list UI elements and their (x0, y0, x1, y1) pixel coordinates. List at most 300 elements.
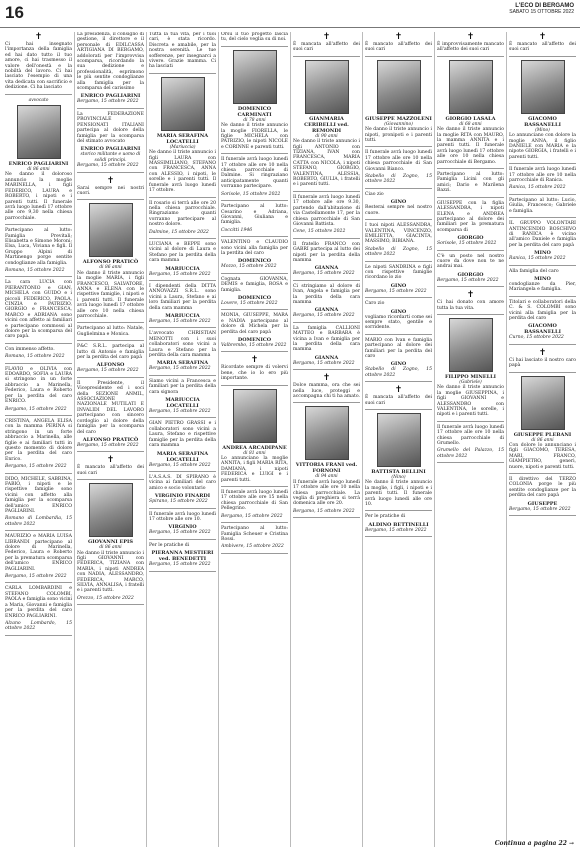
divider (77, 172, 144, 173)
divider (77, 340, 144, 341)
obituary-notice (293, 373, 360, 399)
obituary-notice (221, 32, 288, 43)
portrait-photo (89, 483, 133, 537)
divider (77, 377, 144, 378)
deceased-name: DOMENICO (237, 294, 272, 301)
obituary-notice (221, 490, 288, 519)
notice-date: Bergamo, 15 ottobre 2022 (77, 442, 139, 448)
deceased-name: ANDREA ARCADIPANE (222, 444, 287, 451)
name-subtitle: (Nino) (391, 475, 406, 481)
notice-text: Ne danno il triste annuncio la moglie FIORELLA, le figlie MICHELA con PATRIZIO, le nipoti NICOLE e CORINNE e parenti tutti. (221, 123, 288, 150)
notice-text: Il funerale avrà luogo lunedì 17 ottobre alle ore 10 nella parrocchiale di Ranica. (509, 167, 576, 184)
notice-text: Il funerale avrà luogo lunedì 17 ottobre alle ore 10. (149, 511, 216, 522)
divider (437, 462, 504, 463)
notice-date: Grumello del Palazzo, 15 ottobre 2022 (437, 448, 504, 459)
portrait-photo (17, 105, 61, 159)
divider (509, 56, 576, 57)
notice-text: IL GRUPPO VOLONTARI ANTINCENDIO BOSCHIVO di RANICA è vicino all'amico Daniele e famiglia per la perdita del caro papà (509, 221, 576, 248)
deceased-name: MARIUCCIA (165, 313, 200, 319)
notice-date: Bergamo, 15 ottobre 2022 (293, 313, 355, 319)
cross-icon: ✝ (322, 32, 331, 42)
notice-text: Partecipano al lutto: Famiglia Licini con gli amici; Dario e Marilena Bazzi. (437, 172, 504, 194)
obituary-notice (149, 421, 216, 467)
notice-date: Orezzo, 15 ottobre 2022 (77, 595, 134, 601)
deceased-name: GINO (390, 308, 407, 315)
divider (221, 385, 288, 386)
name-subtitle: (Giovannino) (384, 121, 413, 127)
notice-text: Titolari e collaboratori della C. & S. COLOMBI sono vicini alla famiglia per la perdita del caro (509, 299, 576, 321)
divider (365, 56, 432, 57)
notice-date: Mozzo, 15 ottobre 2022 (221, 264, 277, 270)
deceased-name: VIRGINIO FINARDI (154, 493, 211, 500)
divider (509, 296, 576, 297)
deceased-name: VIRGINIO (168, 524, 197, 531)
column-rule (290, 32, 291, 847)
obituary-notice (437, 254, 504, 284)
notice-text: L'A.S.A.S. DI SPIRANO è vicina ai familiari del caro amico e socio volontario (149, 474, 216, 491)
obituary-notice (437, 60, 504, 165)
divider (365, 188, 432, 189)
notice-date: Romano di Lombardia, 15 ottobre 2022 (5, 516, 72, 527)
divider (221, 351, 288, 352)
obituary-notice (5, 98, 72, 221)
divider (437, 250, 504, 251)
divider (149, 73, 216, 74)
divider (509, 194, 576, 195)
notice-text: Ne danno il triste annuncio la moglie RITA con MAURO, la mamma ANNITA e i parenti tutti. Il funerale avrà luogo lunedì 17 ottobre alle ore 10 nella chiesa parrocchiale di Bergamo. (437, 127, 504, 165)
cross-icon: ✝ (538, 32, 547, 42)
divider (77, 108, 144, 109)
notice-date: Bergamo, 15 ottobre 2022 (437, 277, 499, 283)
deceased-name: MINO (534, 275, 551, 282)
notice-text: Partecipano al lutto: Cesarino e Adriana, Giovanni, Giuliana e famiglia. (221, 204, 288, 226)
divider (77, 451, 144, 452)
notice-date: Sorisole, 15 ottobre 2022 (437, 241, 497, 247)
obituary-notice (77, 344, 144, 374)
divider (437, 197, 504, 198)
deceased-name: DOMENICO (237, 337, 272, 343)
notice-text: CRISTINA, ANGELA ELISA con la mamma PERINA si stringono in un forte abbraccio a Marinella, alle figlie e ai familiari tutti in questo momento di dolore per la perdita del caro Enrico. (5, 418, 72, 462)
obituary-notice (149, 512, 216, 536)
notice-text: Tutta la tua vita, per i tuoi cari, è stata ricordo. Discreta e amabile, per la nostra serenità. Le tue sofferenze, per insegnarci a vivere. Grazie mamma. Ci ha lasciati (149, 32, 216, 70)
notice-date: Sorisole, 15 ottobre 2022 (221, 191, 281, 197)
divider (293, 238, 360, 239)
obituary-notice (437, 201, 504, 247)
notice-text: È mancata all'affetto dei suoi cari (365, 395, 432, 406)
obituary-notice (149, 242, 216, 277)
notice-text: Orsù il tuo progetto lascia tu, del cielo veglia su di noi. (221, 32, 288, 43)
deceased-name: MARIA SERAFINA LOCATELLI (156, 132, 209, 145)
divider (221, 153, 288, 154)
notice-text: Il fratello FRANCO con GABRI partecipa al lutto dei nipoti per la perdita della mamma (293, 241, 360, 263)
divider (437, 168, 504, 169)
notice-date: Bergamo, 15 ottobre 2022 (221, 513, 283, 519)
notice-date: Bergamo, 15 ottobre 2022 (509, 506, 571, 512)
name-subtitle: di 81 anni (243, 450, 266, 456)
divider (437, 56, 504, 57)
deceased-name: DOMENICO CARMINATI (237, 105, 272, 118)
obituary-notice (221, 157, 288, 197)
obituary-notice (365, 223, 432, 257)
divider (293, 191, 360, 192)
portrait-photo (377, 60, 421, 114)
notice-text: Il Presidente, il Vicepresidente ed i soci della SEZIONE ANMIL, ASSOCIAZIONE NAZIONALE MUTILATI E INVALIDI DEL LAVORO partecipano con sincero cordoglio al dolore della famiglia per la scomparsa del caro (77, 380, 144, 435)
deceased-name: BATTISTA BELLINI (371, 469, 426, 476)
notice-text: Cognata GIOVANNA, DEMIS e famiglia, ROSA e famiglia. (221, 276, 288, 293)
divider (221, 46, 288, 47)
column-6 (365, 32, 432, 847)
divider (221, 309, 288, 310)
column-rule (74, 32, 75, 847)
notice-text: Ciao zio (365, 191, 384, 197)
divider (509, 163, 576, 164)
newspaper-name: L'ECO DI BERGAMO (515, 3, 574, 9)
notice-text: Lo annunciano con dolore la moglie ANNA, il figlio DANIELE con MARIA e la nipote GIORGIA, i fratelli e i parenti tutti. (509, 133, 576, 160)
deceased-name: GINO (390, 361, 407, 368)
deceased-name: ENRICO PAGLIARINI (80, 146, 141, 153)
name-subtitle: di 68 anni (459, 121, 482, 127)
obituary-notice (221, 389, 288, 483)
cross-icon: ✝ (394, 32, 403, 42)
divider (149, 539, 216, 540)
notice-text: P&C S.R.L. partecipa al lutto di Antonio e famiglia per la perdita del caro papà (77, 344, 144, 361)
obituary-notice (221, 313, 288, 348)
notice-date: Bergamo, 15 ottobre 2022 (77, 163, 139, 169)
divider (293, 369, 360, 370)
deceased-name: MINO (534, 250, 551, 257)
notice-text: Caro zio (365, 301, 385, 307)
divider (5, 582, 72, 583)
notice-text: La famiglia CALLIONI MATTEO e BARBARA è vicina a Ivan e famiglia per la perdita della cara mamma (293, 325, 360, 353)
notice-text: È mancato all'affetto dei suoi cari (509, 42, 576, 53)
notice-text: MAURIZIO e MARIA LUISA LIBRANDI partecipano al dolore di Marinella, Federico, Laura e Roberto per la prematura scomparsa dell'amico ENRICO PAGLIARINI. (5, 534, 72, 572)
divider (221, 522, 288, 523)
notice-text: Lo annunciano la moglie ANNITA, i figli MARIA RITA, DAMIANA, i nipoti FEDERICA e LUIGI e i parenti tutti. (221, 456, 288, 483)
divider (221, 273, 288, 274)
divider (149, 197, 216, 198)
obituary-notice (509, 269, 576, 293)
deceased-name: GIACOMO BASSANELLI (524, 115, 561, 128)
obituary-notice (221, 240, 288, 270)
notice-text: Il funerale avrà luogo lunedì 17 ottobre alle ore 9.30, partendo dall'abitazione di via Castellamonte 17, per la chiesa parrocchiale di San Giovanni Battista. (293, 194, 360, 227)
notice-date: Ranica, 15 ottobre 2022 (509, 185, 566, 191)
name-subtitle: (Mino) (535, 127, 550, 133)
cross-icon: ✝ (106, 455, 115, 466)
divider (221, 553, 288, 554)
deceased-name: DOMENICO (237, 258, 272, 265)
notice-date: Dalmine, 15 ottobre 2022 (149, 229, 209, 235)
notice-text: Resterai sempre nel nostro cuore. (365, 205, 432, 216)
obituary-notice (5, 534, 72, 579)
deceased-name: GIOVANNI EPIS (88, 539, 133, 546)
cross-icon: ✝ (34, 32, 43, 42)
obituary-notice (221, 50, 288, 150)
notice-text: Per le pratiche di (149, 542, 190, 548)
notice-text: DIDO, MICHELE, SABRINA, FABIO, i nipoti e le rispettive famiglie sono vicini con affetto alla famiglia per la scomparsa dell'amico ENRICO PAGLIARINI. (5, 476, 72, 514)
name-subtitle: di 94 anni (315, 474, 338, 480)
divider (293, 280, 360, 281)
notice-text: Ne danno il triste annuncio i figli GIOVANNI con FEDERICA, TIZIANA con MARIA, i nipoti ANDREA con NADIA, ALESSANDRO, FEDERICA, MARCO, SILVIA, ANNALISA, i fratelli e i parenti tutti. (77, 550, 144, 594)
obituary-notice (5, 477, 72, 528)
deceased-name: GIORGIO (457, 271, 484, 278)
page-header (0, 0, 580, 28)
obituary-notice (221, 355, 288, 381)
obituary-notice (5, 280, 72, 339)
divider (509, 217, 576, 218)
obituary-notice (221, 526, 288, 550)
name-subtitle: storico militante e uomo di solidi principi. (80, 152, 141, 163)
notice-text: I tuoi nipoti ALESSANDRA, VALENTINA, VINCENZO, EMILIETTA, GIACINTA, MASSIMO, BIBIANA. (365, 223, 432, 245)
notice-date: Bergamo, 15 ottobre 2022 (77, 368, 139, 374)
portrait-photo (449, 318, 493, 372)
cross-icon: ✝ (106, 175, 115, 186)
obituary-notice (293, 406, 360, 514)
divider (149, 327, 216, 328)
column-rule (362, 32, 363, 847)
divider (5, 343, 72, 344)
notice-date: Bergamo, 15 ottobre 2022 (365, 288, 427, 294)
divider (149, 471, 216, 472)
portrait-photo (449, 60, 493, 114)
divider (77, 604, 144, 605)
notice-date: Valbrembo, 15 ottobre 2022 (221, 343, 287, 348)
header-masthead (509, 3, 574, 15)
divider (509, 372, 576, 373)
obituary-notice (293, 195, 360, 235)
obituary-notice (509, 32, 576, 53)
notice-text: Con dolore lo annunciano i figli GIACOMO, TERESA, MARI, FRANCO, GIAMPIETRO, generi, nuore, nipoti e parenti tutti. (509, 443, 576, 470)
notice-text: Per le pratiche di (365, 514, 406, 520)
obituary-notice (509, 221, 576, 261)
divider (5, 276, 72, 277)
deceased-name: MARIA SERAFINA (156, 360, 209, 367)
obituary-notice (149, 379, 216, 415)
column-2 (77, 32, 144, 847)
notice-text: MARIO con Ivan e famiglia partecipano al dolore dei familiari per la perdita del caro (365, 337, 432, 359)
divider (5, 473, 72, 474)
column-rule (506, 32, 507, 847)
obituary-notice (5, 32, 72, 91)
obituary-notice (5, 586, 72, 631)
deceased-name: MARIUCCIA LOCATELLI (165, 397, 200, 410)
column-1 (5, 32, 72, 847)
deceased-name: GIUSEPPE PLEBANI (513, 431, 572, 438)
notice-text: CARLA LOMBARDINI e STEFANO COLOMBI, PAOLA e famiglia sono vicini a Maria, Giovanni e famiglia per la perdita del caro ENRICO PAGLIARINI. (5, 586, 72, 619)
divider (293, 517, 360, 518)
divider (365, 510, 432, 511)
portrait-photo (377, 413, 421, 467)
column-3 (149, 32, 216, 847)
notice-text: La presidenza, il consiglio di gestione, il direttore e il personale di EDILCASSA ARTIGIANA DI BERGAMO, addolorati per l'improvvisa scomparsa, ricordando la sua dedizione e professionalità, esprimono le più sentite condoglianze alla famiglia per la scomparsa del carissimo (77, 32, 144, 92)
deceased-name: GIORGIO (457, 235, 484, 242)
deceased-name: FILIPPO MINELLI (445, 373, 496, 380)
obituary-notice (149, 331, 216, 371)
name-subtitle: di 90 anni (315, 133, 338, 139)
notice-text: Partecipano al lutto: Lucio, Giulia, Francesco; Gabriele e famiglia. (509, 197, 576, 214)
divider (437, 314, 504, 315)
deceased-name: GIANNA (314, 265, 339, 272)
notice-text: Ne danno il triste annuncio la moglie GIUSEPPINA, i figli GIOVANNI e ALESSANDRO con VALENTINA, le sorelle, i nipoti e i parenti tutti. (437, 385, 504, 418)
obituary-notice (509, 167, 576, 191)
obituary-notice (293, 60, 360, 188)
notice-text: Il funerale avrà luogo lunedì 17 ottobre alle ore 10 nella chiesa parrocchiale di Grumello. (437, 424, 504, 447)
notice-date: Stabello di Zogno, 15 ottobre 2022 (365, 174, 432, 185)
continuation-note: Continua a pagina 22 → (494, 840, 574, 847)
divider (149, 508, 216, 509)
obituary-notice (437, 290, 504, 311)
obituary-notice (509, 477, 576, 512)
deceased-name: PIERANNA MESTIERI ved. BENEDETTI (151, 550, 214, 563)
notice-text: Il funerale avrà luogo lunedì 17 ottobre alle ore 10 nella chiesa parrocchiale di Dalmine. Si ringraziano anticipatamente quanti vorranno partecipare. (221, 157, 288, 190)
notice-date: Bergamo, 15 ottobre 2022 (149, 562, 211, 568)
obituary-notice (77, 176, 144, 197)
divider (365, 146, 432, 147)
notice-text: Il funerale avrà luogo lunedì 17 ottobre alle ore 10 nella chiesa parrocchiale. La veglia di preghiera si terrà domenica alle ore 20. (293, 479, 360, 507)
divider (221, 200, 288, 201)
deceased-name: GIUSEPPE MAZZOLENI (365, 115, 432, 122)
photo-caption: avvocato (28, 97, 49, 103)
column-rule (146, 32, 147, 847)
divider (5, 635, 72, 636)
obituary-notice (365, 192, 432, 216)
name-subtitle: di 78 anni (243, 117, 266, 123)
divider (365, 261, 432, 262)
notice-text: Ne danno il doloroso annuncio la moglie MARINELLA, i figli FEDERICO, LAURA e ROBERTO, i nipoti e i parenti tutti. Il funerale avrà luogo lunedì 17 ottobre alle ore 9,30 nella chiesa parrocchiale. (5, 172, 72, 221)
issue-date: SABATO 15 OTTOBRE 2022 (509, 9, 574, 15)
cross-icon: ✝ (466, 290, 475, 301)
notice-text: Con immenso affetto. (5, 346, 55, 352)
obituary-notice (77, 381, 144, 448)
notice-date: Bergamo, 15 ottobre 2022 (293, 271, 355, 277)
column-4 (221, 32, 288, 847)
notice-text: Il funerale avrà luogo lunedì 17 ottobre alle ore 10 nella chiesa parrocchiale di San Giovanni Bianco. (365, 150, 432, 172)
notice-text: È improvvisamente mancato all'affetto dei suoi cari (437, 42, 504, 53)
notice-text: Ci hai lasciato il nostro caro papà (509, 357, 576, 369)
obituary-notice (437, 32, 504, 53)
notice-date: Bergamo, 15 ottobre 2022 (149, 409, 211, 415)
notice-text: Alla famiglia del caro (509, 268, 559, 274)
obituary-notice (5, 419, 72, 470)
name-subtitle: di 86 anni (531, 437, 554, 443)
divider (149, 417, 216, 418)
notice-date: Ranica, 15 ottobre 2022 (509, 256, 566, 262)
page-number: 16 (5, 3, 24, 22)
deceased-name: GIANMARIA CERIBELLI ved. REMONDI (304, 115, 349, 134)
divider (437, 286, 504, 287)
obituary-notice (365, 150, 432, 184)
portrait-photo (305, 406, 349, 460)
obituary-notice (365, 301, 432, 331)
deceased-name: GIACOMO BASSANELLI (524, 323, 561, 336)
notice-date: Spirano, 15 ottobre 2022 (149, 499, 208, 505)
obituary-notice (365, 514, 432, 533)
notice-text: VALENTINO e CLAUDIO sono vicini alla famiglia per la perdita del caro (221, 240, 288, 256)
portrait-photo (161, 77, 205, 131)
name-subtitle: di 86 anni (27, 167, 50, 173)
divider (221, 236, 288, 237)
obituary-notice (437, 172, 504, 194)
notice-text: I dipendenti della DITTA ANNOVAZZI S.R.L. sono vicini a Laura, Stefano e ai loro familiari per la perdita della cara mamma (149, 283, 216, 311)
divider (5, 530, 72, 531)
obituary-notice (509, 198, 576, 214)
notice-text: L'avvocato CHRISTIAN MENOTTI con i suoi collaboratori sono vicini a Laura e Stefano per la perdita della cara mamma (149, 331, 216, 359)
deceased-name: GINO (390, 199, 407, 206)
notice-date: Romano, 15 ottobre 2022 (5, 354, 65, 360)
deceased-name: MARIA SERAFINA LOCATELLI (156, 450, 209, 463)
divider (365, 381, 432, 382)
divider (365, 219, 432, 220)
divider (365, 297, 432, 298)
notice-date: Bergamo, 15 ottobre 2022 (149, 271, 211, 277)
notice-text: FLAVIO e OLIVIA con EDOARDO, SOFIA e LAURA si stringono in un forte abbraccio a Marinella, Federico, Laura e Roberto per la perdita del caro ENRICO. (5, 366, 72, 405)
deceased-name: ALFONSO PRATICÒ (82, 259, 139, 266)
obituary-notice (77, 32, 144, 105)
notice-date: Cene, 15 ottobre 2022 (293, 229, 346, 235)
cross-icon: ✝ (394, 385, 403, 396)
notice-date: Stabello di Zogno, 15 ottobre 2022 (365, 246, 432, 258)
notice-text: vogliamo ricordarti come sei sempre stato, gentile e sorridente. (365, 314, 432, 331)
divider (509, 344, 576, 345)
divider (5, 224, 72, 225)
divider (149, 375, 216, 376)
notice-date: Bergamo, 15 ottobre 2022 (5, 574, 67, 580)
portrait-photo (233, 50, 277, 104)
notice-date: Bergamo, 15 ottobre 2022 (5, 464, 67, 470)
portrait-photo (233, 389, 277, 443)
divider (5, 94, 72, 95)
divider (149, 280, 216, 281)
cross-icon: ✝ (466, 32, 475, 42)
notice-date: Bergamo, 15 ottobre 2022 (149, 462, 211, 468)
deceased-name: ENRICO PAGLIARINI (80, 93, 141, 100)
divider (149, 238, 216, 239)
obituary-notice (365, 413, 432, 507)
obituary-notice (365, 32, 432, 53)
deceased-name: GIANNA (314, 307, 339, 314)
portrait-photo (521, 60, 565, 114)
deceased-name: VITTORIA FRANI ved. FORNONI (295, 462, 358, 475)
deceased-name: GIORGIO LASALA (445, 115, 496, 122)
obituary-notice (5, 347, 72, 360)
obituary-notice (437, 425, 504, 459)
obituary-notice (437, 318, 504, 418)
notice-date: Alzano Lombardo, 15 ottobre 2022 (5, 620, 72, 632)
divider (293, 402, 360, 403)
obituary-notice (149, 543, 216, 568)
divider (77, 479, 144, 480)
divider (293, 56, 360, 57)
divider (365, 334, 432, 335)
divider (365, 536, 432, 537)
deceased-name: GIANNA (314, 354, 339, 361)
notice-date: Ambivere, 15 ottobre 2022 (221, 544, 284, 550)
divider (509, 265, 576, 266)
notice-date: Bergamo, 15 ottobre 2022 (149, 366, 211, 372)
name-subtitle: (Gabriele) (459, 379, 482, 385)
deceased-name: ENRICO PAGLIARINI (8, 161, 69, 168)
obituary-notice (293, 242, 360, 277)
notice-text: Il direttivo del TERZO COLONIA porge le più sentite condoglianze per la perdita del caro papà (509, 477, 576, 499)
obituary-notice (293, 284, 360, 319)
notice-text: Ne danno il triste annuncio la moglie, i figli, i nipoti e i parenti tutti. Il funerale avrà luogo lunedì alle ore 10. (365, 480, 432, 508)
notice-text: La cara LUCIA con PIERANTONIO e GIAN, MICHELA con GUIDO e i piccoli FEDERICO, PAOLA, CINZIA e PATRIZIO, GIORGIO e FRANCESCA, MARCO e ADRIANA sono vicini con affetto ai familiari e partecipano commossi al dolore per la scomparsa del caro papà. (5, 280, 72, 340)
obituary-notice (365, 338, 432, 378)
portrait-photo (305, 60, 349, 114)
obituary-notice (293, 326, 360, 366)
obituary-notice (509, 348, 576, 369)
obituary-notice (5, 367, 72, 412)
divider (77, 199, 144, 200)
